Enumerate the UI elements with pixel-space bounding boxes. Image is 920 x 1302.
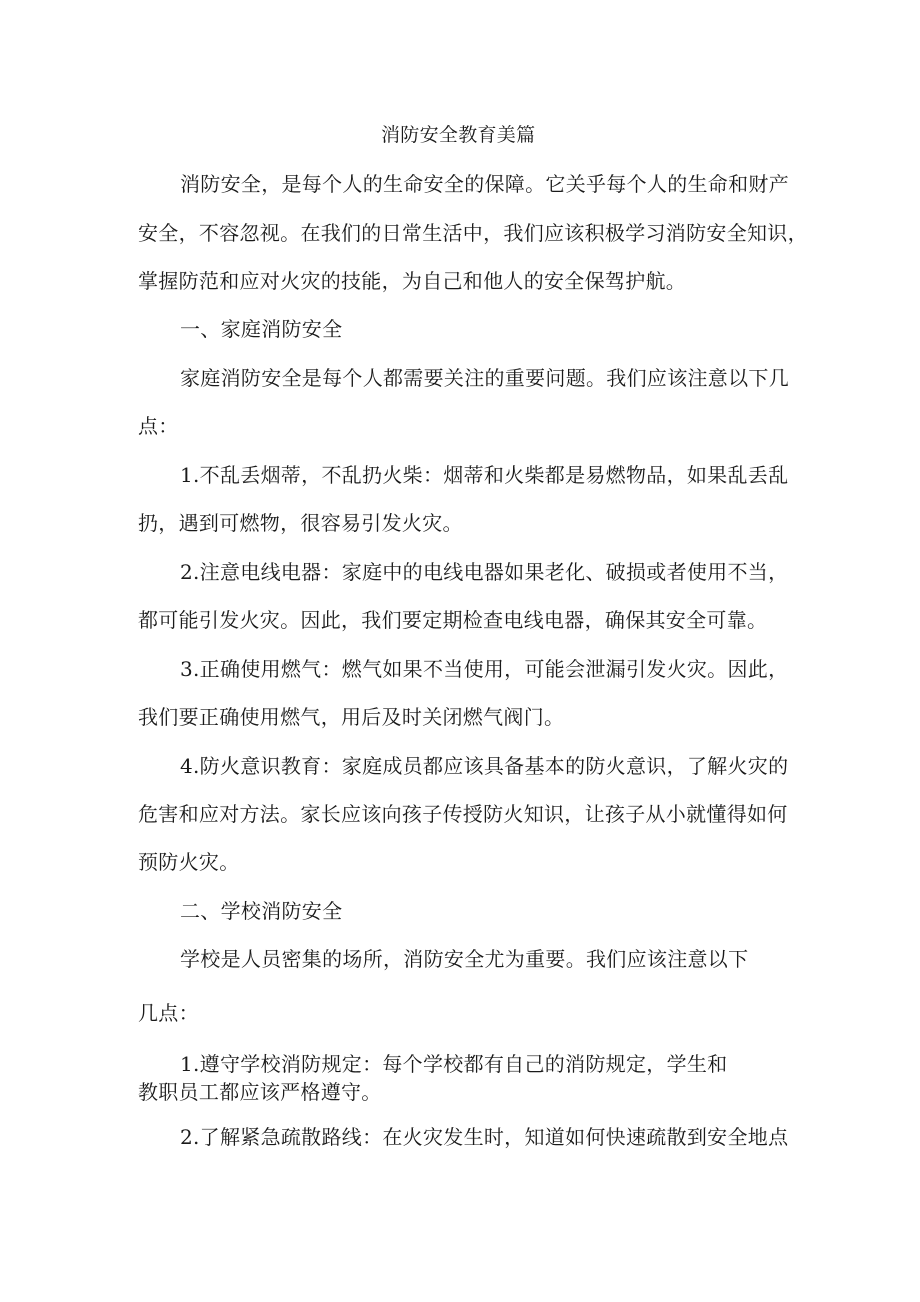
section2-lead-line-1: 学校是人员密集的场所，消防安全尤为重要。我们应该注意以下 xyxy=(180,947,749,971)
section1-item3-line-2: 我们要正确使用燃气，用后及时关闭燃气阀门。 xyxy=(138,705,565,729)
section1-item1-line-2: 扔，遇到可燃物，很容易引发火灾。 xyxy=(138,511,463,535)
section1-lead-line-2: 点： xyxy=(138,414,179,438)
section1-item4-line-1: 4.防火意识教育：家庭成员都应该具备基本的防火意识，了解火灾的 xyxy=(180,754,789,778)
document-title: 消防安全教育美篇 xyxy=(381,124,536,146)
section2-item2-line-1: 2.了解紧急疏散路线：在火灾发生时，知道如何快速疏散到安全地点 xyxy=(180,1125,789,1149)
section2-lead-line-2: 几点： xyxy=(138,1001,199,1025)
section1-item4-line-3: 预防火灾。 xyxy=(138,850,240,874)
section2-item1-line-1: 1.遵守学校消防规定：每个学校都有自己的消防规定，学生和 xyxy=(180,1052,728,1076)
section2-heading: 二、学校消防安全 xyxy=(180,899,343,923)
section2-item1-line-2: 教职员工都应该严格遵守。 xyxy=(138,1080,382,1104)
section1-item2-line-2: 都可能引发火灾。因此，我们要定期检查电线电器，确保其安全可靠。 xyxy=(138,608,768,632)
section1-item3-line-1: 3.正确使用燃气：燃气如果不当使用，可能会泄漏引发火灾。因此， xyxy=(180,657,789,681)
intro-line-3: 掌握防范和应对火灾的技能，为自己和他人的安全保驾护航。 xyxy=(138,269,687,293)
section1-item4-line-2: 危害和应对方法。家长应该向孩子传授防火知识，让孩子从小就懂得如何 xyxy=(138,802,788,826)
section1-item2-line-1: 2.注意电线电器：家庭中的电线电器如果老化、破损或者使用不当， xyxy=(180,560,789,584)
intro-line-2: 安全，不容忽视。在我们的日常生活中，我们应该积极学习消防安全知识， xyxy=(138,221,808,245)
section1-heading: 一、家庭消防安全 xyxy=(180,317,343,341)
section1-item1-line-1: 1.不乱丢烟蒂，不乱扔火柴：烟蒂和火柴都是易燃物品，如果乱丢乱 xyxy=(180,463,789,487)
intro-line-1: 消防安全，是每个人的生命安全的保障。它关乎每个人的生命和财产 xyxy=(180,172,789,196)
section1-lead-line-1: 家庭消防安全是每个人都需要关注的重要问题。我们应该注意以下几 xyxy=(180,366,789,390)
